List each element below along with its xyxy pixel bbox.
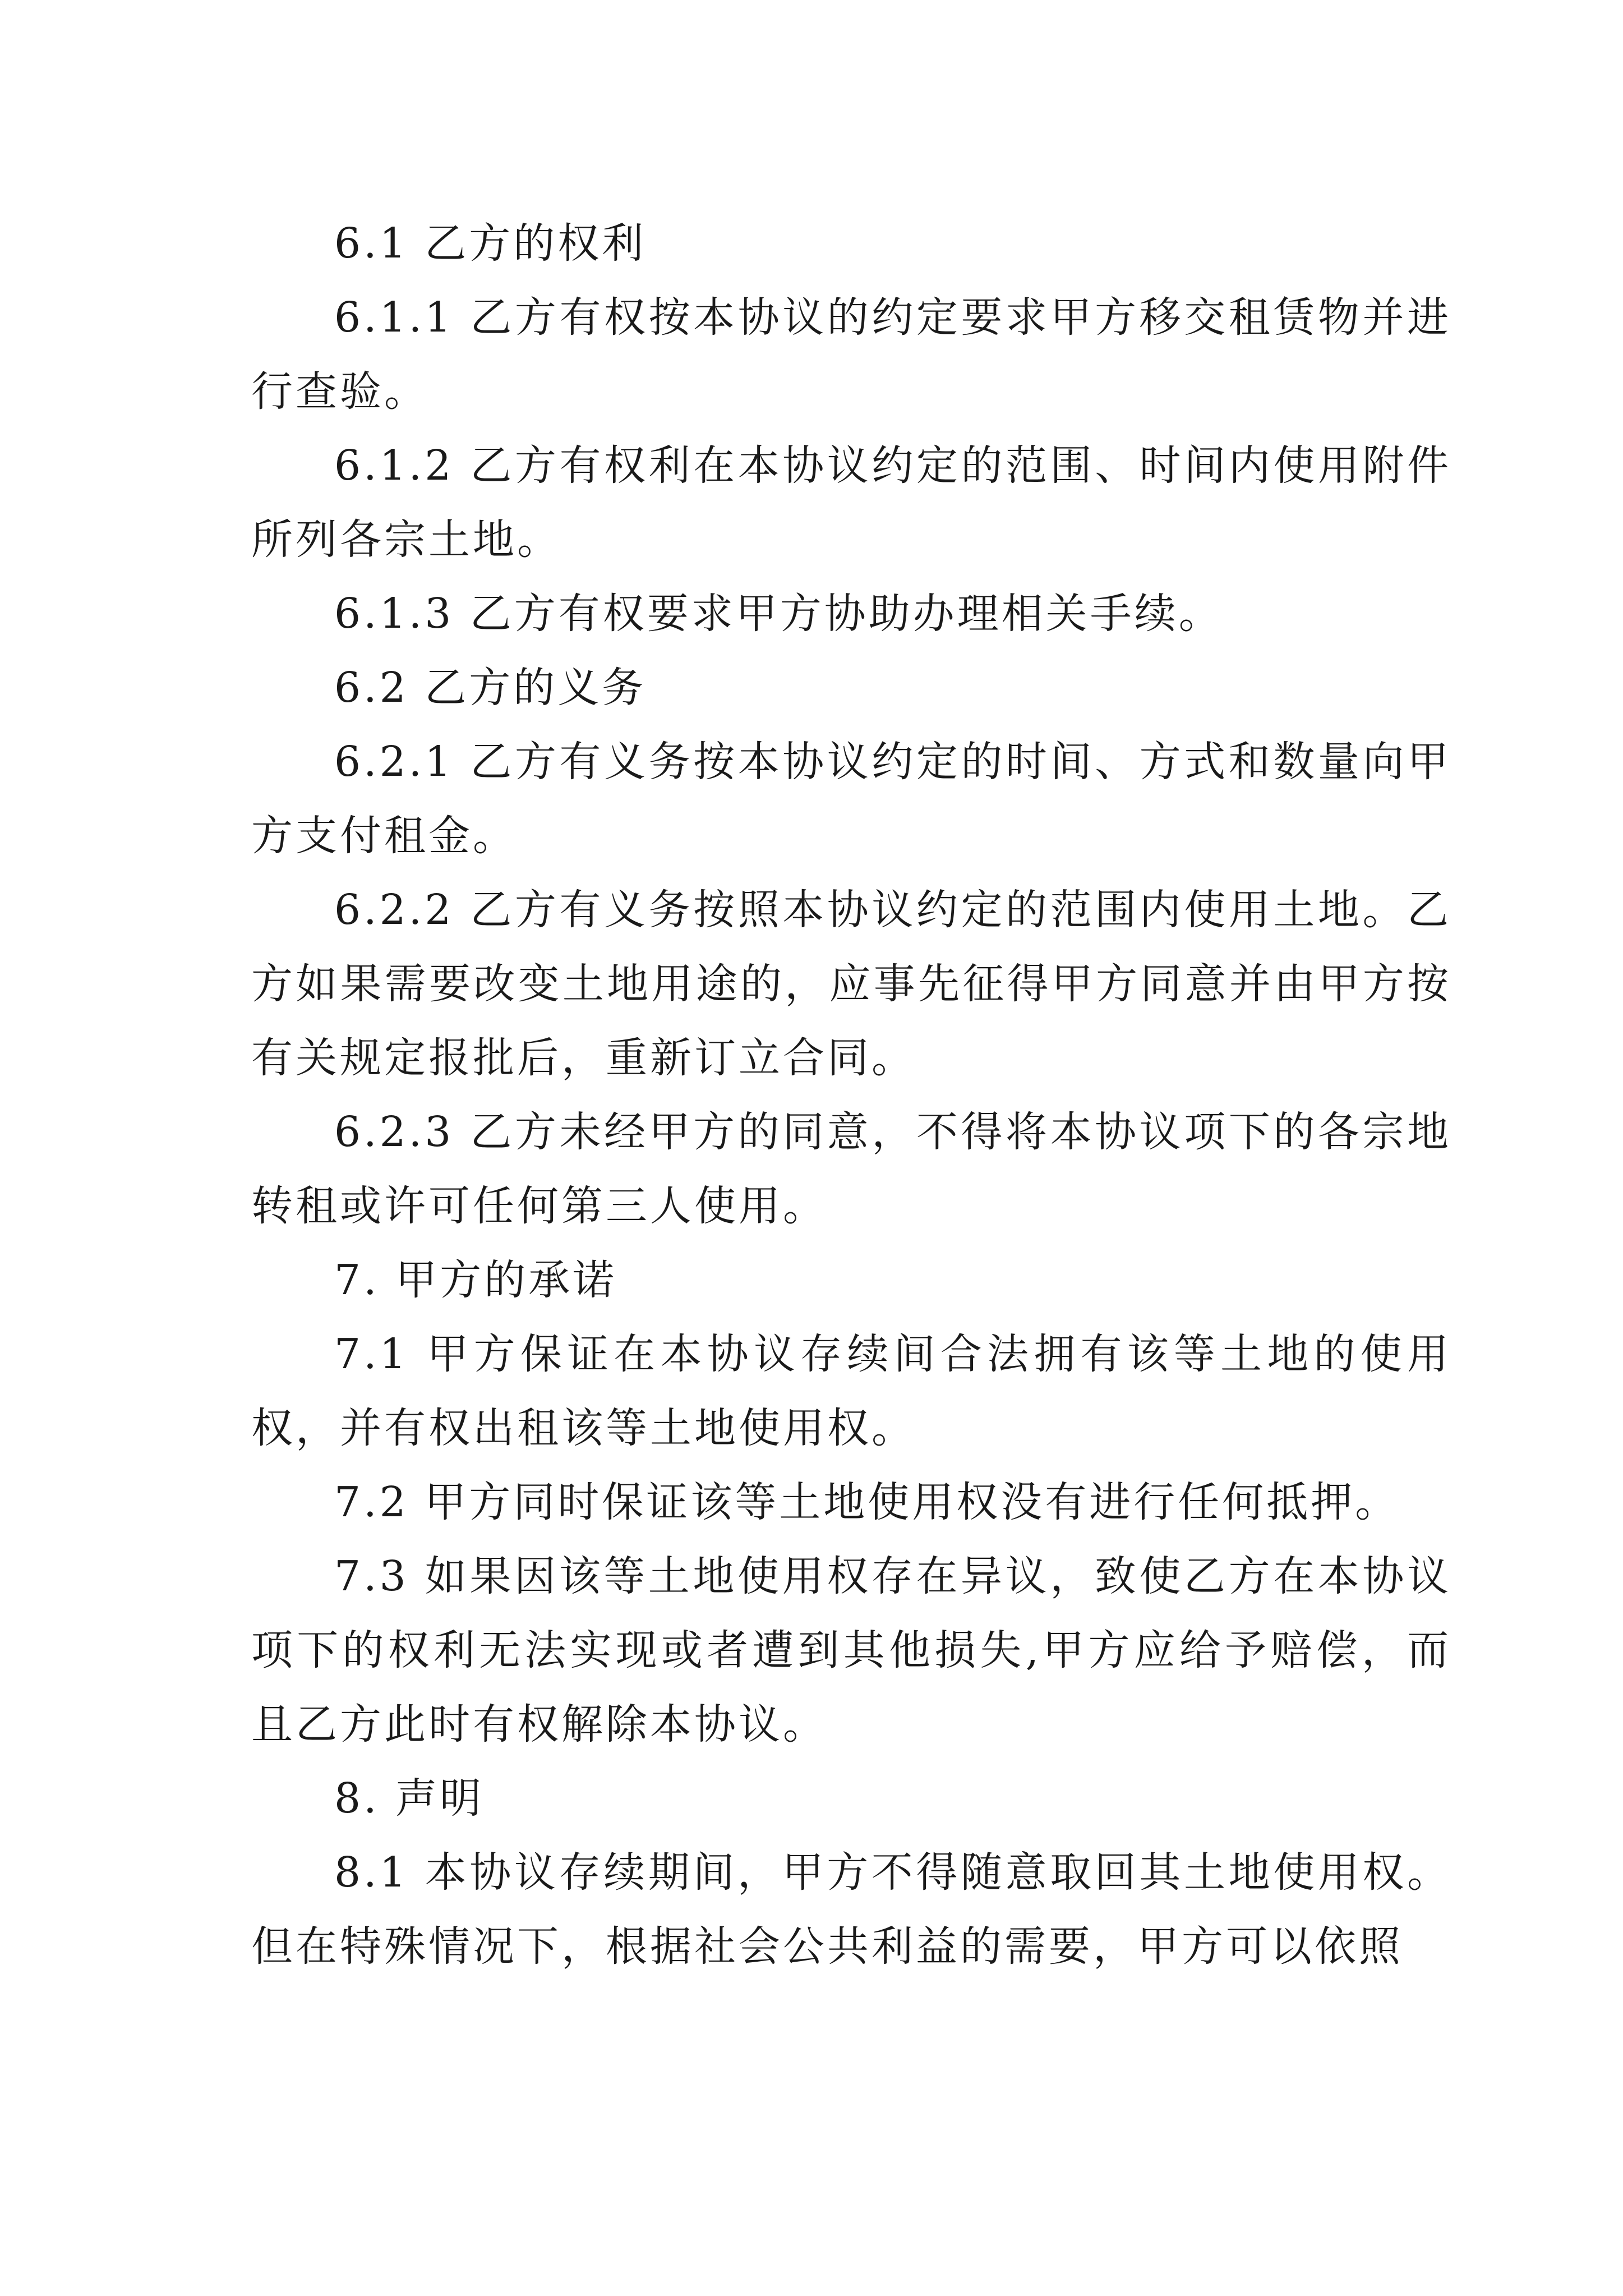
clause-7-1: 7.1 甲方保证在本协议存续间合法拥有该等土地的使用权，并有权出租该等土地使用权。 <box>251 1330 1451 1452</box>
clause-7-3: 7.3 如果因该等土地使用权存在异议，致使乙方在本协议项下的权利无法实现或者遭到其他损失,甲方应给予赔偿，而且乙方此时有权解除本协议。 <box>251 1552 1451 1749</box>
clause-6-2-1: 6.2.1 乙方有义务按本协议约定的时间、方式和数量向甲方支付租金。 <box>251 738 1451 860</box>
section-heading-6-2: 6.2 乙方的义务 <box>334 664 647 712</box>
clause-6-1-3: 6.1.3 乙方有权要求甲方协助办理相关手续。 <box>334 590 1223 638</box>
clause-8-1: 8.1 本协议存续期间，甲方不得随意取回其土地使用权。但在特殊情况下，根据社会公共利益的需要，甲方可以依照 <box>251 1848 1451 1971</box>
section-heading-8: 8. 声明 <box>334 1774 485 1823</box>
clause-6-1-2: 6.1.2 乙方有权利在本协议约定的范围、时间内使用附件所列各宗土地。 <box>251 441 1451 564</box>
section-heading-7: 7. 甲方的承诺 <box>334 1256 617 1304</box>
clause-6-2-3: 6.2.3 乙方未经甲方的同意，不得将本协议项下的各宗地转租或许可任何第三人使用。 <box>251 1108 1451 1230</box>
clause-6-2-2: 6.2.2 乙方有义务按照本协议约定的范围内使用土地。乙方如果需要改变土地用途的，应事先征得甲方同意并由甲方按有关规定报批后，重新订立合同。 <box>251 886 1451 1082</box>
clause-7-2: 7.2 甲方同时保证该等土地使用权没有进行任何抵押。 <box>334 1478 1400 1526</box>
document-body <box>251 206 1451 1984</box>
section-heading-6-1: 6.1 乙方的权利 <box>334 219 647 268</box>
clause-6-1-1: 6.1.1 乙方有权按本协议的约定要求甲方移交租赁物并进行查验。 <box>251 293 1451 416</box>
